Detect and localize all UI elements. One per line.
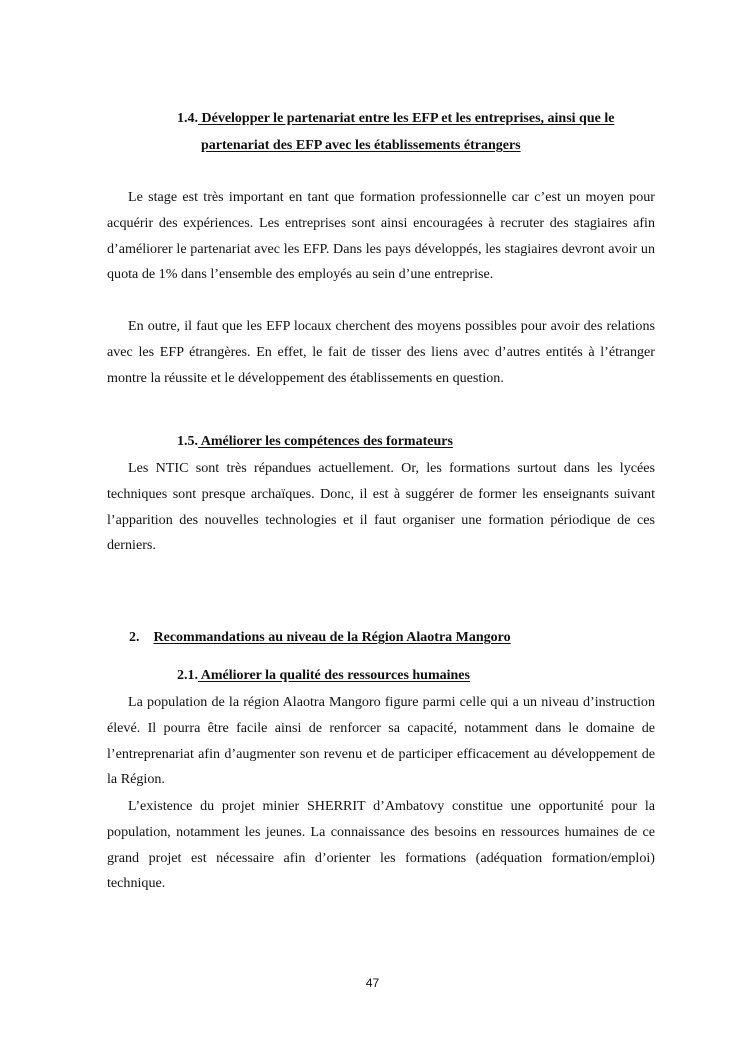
section-1-4-paragraph-2: En outre, il faut que les EFP locaux cherchent des moyens possibles pour avoir des relations avec les EFP étrangères. En effet, le fait de tisser des liens avec d’autres entités à l’étranger montre la réussite et le développement des établissements en question. [107, 318, 655, 386]
section-2-number: 2. [129, 630, 140, 645]
section-1-5-heading [177, 434, 453, 450]
section-2-1-heading [177, 668, 470, 684]
section-1-5-number: 1.5. [177, 434, 198, 449]
section-1-5-title: Améliorer les compétences des formateurs [198, 434, 453, 449]
section-2-title: Recommandations au niveau de la Région Alaotra Mangoro [153, 630, 511, 645]
section-2-heading [129, 630, 511, 646]
section-1-4-title-line1: Développer le partenariat entre les EFP et les entreprises, ainsi que le [198, 111, 615, 126]
section-1-5-paragraph-1: Les NTIC sont très répandues actuellement. Or, les formations surtout dans les lycées techniques sont presque archaïques. Donc, il est à suggérer de former les enseignants suivant l’apparition des nouvelles technologies et il faut organiser une formation périodique de ces derniers. [107, 460, 655, 554]
section-2-1-number: 2.1. [177, 668, 198, 683]
page-number: 47 [365, 976, 380, 990]
section-1-4-heading [177, 111, 614, 127]
section-2-1-paragraph-2: L’existence du projet minier SHERRIT d’Ambatovy constitue une opportunité pour la population, notamment les jeunes. La connaissance des besoins en ressources humaines de ce grand projet est nécessaire afin d’orienter les formations (adéquation formation/emploi) technique. [107, 798, 655, 892]
section-2-1-paragraph-1: La population de la région Alaotra Mangoro figure parmi celle qui a un niveau d’instruction élevé. Il pourra être facile ainsi de renforcer sa capacité, notamment dans le domaine de l’entreprenariat afin d’augmenter son revenu et de participer efficacement au développement de la Région. [107, 694, 655, 788]
section-1-4-paragraph-1: Le stage est très important en tant que formation professionnelle car c’est un moyen pour acquérir des expériences. Les entreprises sont ainsi encouragées à recruter des stagiaires afin d’améliorer le partenariat avec les EFP. Dans les pays développés, les stagiaires devront avoir un quota de 1% dans l’ensemble des employés au sein d’une entreprise. [107, 189, 655, 283]
section-1-4-number: 1.4. [177, 111, 198, 126]
section-2-1-title: Améliorer la qualité des ressources humaines [198, 668, 470, 683]
section-1-4-title-line2: partenariat des EFP avec les établissements étrangers [201, 138, 521, 153]
section-1-4-heading-line2 [201, 138, 521, 154]
